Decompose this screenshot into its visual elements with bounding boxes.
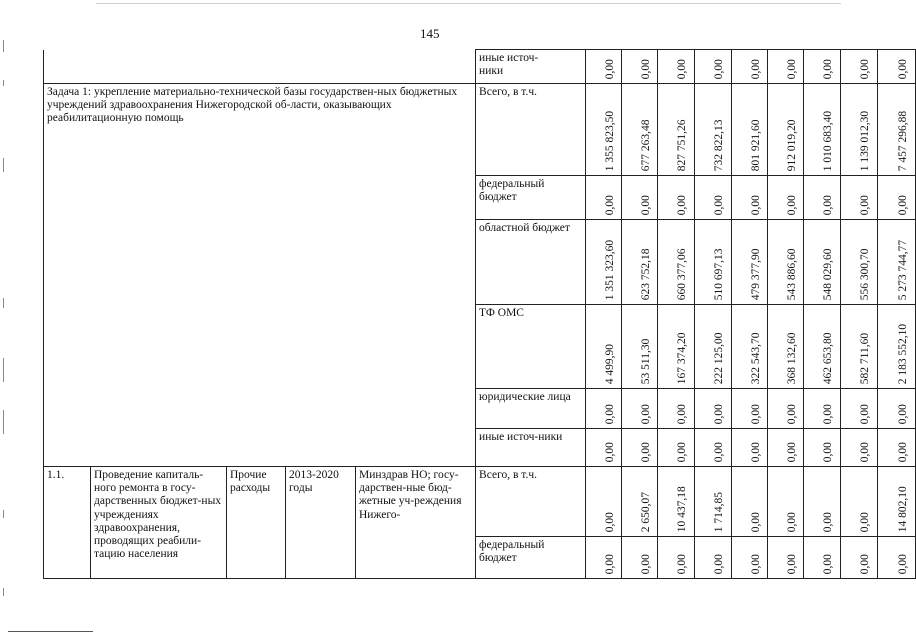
value-cell: 0,00 [878,50,916,84]
value-cell: 0,00 [586,389,622,429]
value-cell: 0,00 [841,389,878,429]
value-cell: 0,00 [878,389,916,429]
value-cell: 0,00 [841,176,878,220]
item-name: Проведение капиталь-ного ремонта в госу-дарственных бюджет-ных учреждениях здравоохранения, проводящих реабили-тацию населения [91,467,227,579]
funding-source-cell: областной бюджет [476,220,586,305]
funding-source-cell: иные источ- ники [476,50,586,84]
value-cell: 0,00 [732,537,768,579]
top-border-line [96,3,841,4]
value-cell: 0,00 [658,176,695,220]
margin-tick [3,588,4,596]
value-cell: 0,00 [768,176,804,220]
value-cell: 0,00 [622,176,658,220]
funding-source-cell: федеральный бюджет [476,176,586,220]
table-row [44,50,916,84]
value-cell: 0,00 [732,50,768,84]
value-cell: 14 802,10 [878,467,916,537]
value-cell: 0,00 [586,176,622,220]
value-cell: 1 010 683,40 [804,84,841,176]
value-cell: 0,00 [841,467,878,537]
expense-type: Прочие расходы [227,467,286,579]
value-cell: 801 921,60 [732,84,768,176]
value-cell: 510 697,13 [695,220,732,305]
value-cell: 0,00 [622,389,658,429]
value-cell: 0,00 [658,537,695,579]
value-cell: 368 132,60 [768,305,804,389]
item-number: 1.1. [44,467,91,579]
value-cell: 0,00 [841,537,878,579]
value-cell: 479 377,90 [732,220,768,305]
page-number: 145 [420,26,440,41]
bottom-rule [8,631,93,632]
value-cell: 167 374,20 [658,305,695,389]
value-cell: 0,00 [804,467,841,537]
value-cell: 1 714,85 [695,467,732,537]
funding-source-cell: ТФ ОМС [476,305,586,389]
margin-tick [3,158,4,172]
margin-tick [3,40,4,52]
table-row [44,84,916,176]
funding-source-cell: Всего, в т.ч. [476,84,586,176]
value-cell: 827 751,26 [658,84,695,176]
value-cell: 0,00 [768,429,804,467]
value-cell: 912 019,20 [768,84,804,176]
implementation-period: 2013-2020 годы [286,467,356,579]
value-cell: 1 355 823,50 [586,84,622,176]
value-cell: 0,00 [622,429,658,467]
margin-tick [3,510,4,518]
value-cell: 0,00 [622,50,658,84]
value-cell: 7 457 296,88 [878,84,916,176]
value-cell: 0,00 [804,389,841,429]
value-cell: 0,00 [695,429,732,467]
table-row [44,467,916,537]
funding-source-cell: юридические лица [476,389,586,429]
value-cell: 5 273 744,77 [878,220,916,305]
value-cell: 0,00 [804,429,841,467]
value-cell: 0,00 [804,537,841,579]
value-cell: 462 653,80 [804,305,841,389]
funding-source-cell: иные источ-ники [476,429,586,467]
value-cell: 0,00 [732,176,768,220]
executor: Минздрав НО; госу-дарствен-ные бюд-жетные уч-реждения Нижего- [356,467,476,579]
value-cell: 0,00 [804,50,841,84]
value-cell: 0,00 [878,429,916,467]
value-cell: 0,00 [878,176,916,220]
value-cell: 10 437,18 [658,467,695,537]
value-cell: 0,00 [658,50,695,84]
task-description: Задача 1: укрепление материально-технической базы государствен-ных бюджетных учреждений здравоохранения Нижегородской об-ласти, оказывающих реабилитационную помощь [44,84,476,467]
margin-ticks [3,40,5,600]
value-cell: 0,00 [768,467,804,537]
funding-source-cell: федеральный бюджет [476,537,586,579]
value-cell: 53 511,30 [622,305,658,389]
value-cell: 548 029,60 [804,220,841,305]
value-cell: 0,00 [732,467,768,537]
budget-table [43,49,916,579]
value-cell: 0,00 [586,429,622,467]
value-cell: 0,00 [841,429,878,467]
value-cell: 0,00 [804,176,841,220]
margin-tick [3,298,4,308]
value-cell: 0,00 [658,429,695,467]
funding-source-cell: Всего, в т.ч. [476,467,586,537]
value-cell: 623 752,18 [622,220,658,305]
value-cell: 222 125,00 [695,305,732,389]
value-cell: 4 499,90 [586,305,622,389]
value-cell: 0,00 [695,176,732,220]
blank-cell [44,50,476,84]
value-cell: 0,00 [768,389,804,429]
margin-tick [3,358,4,382]
value-cell: 0,00 [768,537,804,579]
value-cell: 0,00 [695,50,732,84]
value-cell: 2 650,07 [622,467,658,537]
value-cell: 0,00 [695,389,732,429]
value-cell: 0,00 [732,389,768,429]
value-cell: 1 351 323,60 [586,220,622,305]
value-cell: 0,00 [732,429,768,467]
value-cell: 2 183 552,10 [878,305,916,389]
value-cell: 0,00 [658,389,695,429]
value-cell: 0,00 [695,537,732,579]
value-cell: 582 711,60 [841,305,878,389]
value-cell: 0,00 [586,537,622,579]
value-cell: 0,00 [768,50,804,84]
value-cell: 556 300,70 [841,220,878,305]
value-cell: 322 543,70 [732,305,768,389]
value-cell: 0,00 [878,537,916,579]
value-cell: 0,00 [586,50,622,84]
value-cell: 543 886,60 [768,220,804,305]
value-cell: 0,00 [622,537,658,579]
value-cell: 0,00 [841,50,878,84]
value-cell: 660 377,06 [658,220,695,305]
margin-tick [3,410,4,434]
value-cell: 677 263,48 [622,84,658,176]
margin-tick [3,80,4,86]
value-cell: 1 139 012,30 [841,84,878,176]
value-cell: 0,00 [586,467,622,537]
value-cell: 732 822,13 [695,84,732,176]
